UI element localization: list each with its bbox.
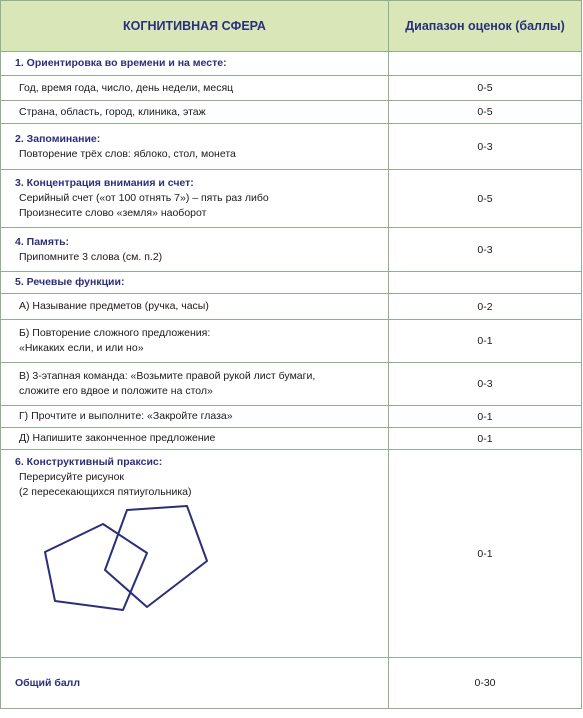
section-5-row-v	[1, 363, 582, 406]
section-5-item-v-line-2: сложите его вдвое и положите на стол»	[19, 385, 213, 397]
section-5-row-g	[1, 406, 582, 428]
section-1-title-row	[1, 52, 582, 76]
section-5-score-g: 0-1	[389, 406, 582, 428]
section-1-item-2: Страна, область, город, клиника, этаж	[1, 101, 389, 124]
section-1-row-2	[1, 101, 582, 124]
section-5-item-v-line-1: В) 3-этапная команда: «Возьмите правой рукой лист бумаги,	[19, 370, 316, 382]
section-6-line-1: Перерисуйте рисунок	[19, 471, 125, 483]
section-6-title: 6. Конструктивный праксис:	[15, 456, 163, 468]
section-3-row	[1, 170, 582, 228]
header-row	[1, 1, 582, 52]
total-label: Общий балл	[15, 676, 81, 689]
section-6-score: 0-1	[389, 450, 582, 658]
section-5-row-a	[1, 294, 582, 320]
section-4-title: 4. Память:	[15, 235, 70, 248]
header-score-range: Диапазон оценок (баллы)	[389, 1, 582, 52]
section-6-row	[1, 450, 582, 658]
section-1-title: 1. Ориентировка во времени и на месте:	[15, 57, 227, 69]
section-3-line-2: Произнесите слово «земля» наоборот	[19, 207, 207, 219]
total-score: 0-30	[389, 658, 582, 709]
section-5-item-d: Д) Напишите законченное предложение	[1, 428, 389, 450]
section-2-text: Повторение трёх слов: яблоко, стол, монета	[19, 147, 236, 160]
section-5-score-a: 0-2	[389, 294, 582, 320]
section-5-item-g: Г) Прочтите и выполните: «Закройте глаза»	[1, 406, 389, 428]
section-1-score-1: 0-5	[389, 76, 582, 101]
section-1-score-2: 0-5	[389, 101, 582, 124]
section-4-row	[1, 228, 582, 272]
section-5-score-d: 0-1	[389, 428, 582, 450]
section-6-line-2: (2 пересекающихся пятиугольника)	[19, 486, 192, 498]
section-3-score: 0-5	[389, 170, 582, 228]
section-3-title: 3. Концентрация внимания и счет:	[15, 177, 194, 189]
section-5-item-b-line-2: «Никаких если, и или но»	[19, 342, 144, 354]
section-4-score: 0-3	[389, 228, 582, 272]
total-row	[1, 658, 582, 709]
section-3-line-1: Серийный счет («от 100 отнять 7») – пять раз либо	[19, 192, 269, 204]
pentagon-right	[105, 506, 207, 607]
section-5-row-b	[1, 320, 582, 363]
section-5-title: 5. Речевые функции:	[15, 276, 125, 288]
section-5-item-b-line-1: Б) Повторение сложного предложения:	[19, 327, 211, 339]
section-2-row	[1, 124, 582, 170]
section-1-item-1: Год, время года, число, день недели, месяц	[1, 76, 389, 101]
intersecting-pentagons-figure	[35, 504, 225, 614]
header-cognitive-sphere: КОГНИТИВНАЯ СФЕРА	[1, 1, 389, 52]
section-1-row-1	[1, 76, 582, 101]
section-2-title: 2. Запоминание:	[15, 132, 101, 145]
section-4-text: Припомните 3 слова (см. п.2)	[19, 250, 163, 263]
section-2-score: 0-3	[389, 124, 582, 170]
pentagon-left	[45, 524, 147, 610]
section-5-score-b: 0-1	[389, 320, 582, 363]
section-5-row-d	[1, 428, 582, 450]
section-5-title-row	[1, 272, 582, 294]
section-5-score-v: 0-3	[389, 363, 582, 406]
section-5-item-a: А) Называние предметов (ручка, часы)	[1, 294, 389, 320]
